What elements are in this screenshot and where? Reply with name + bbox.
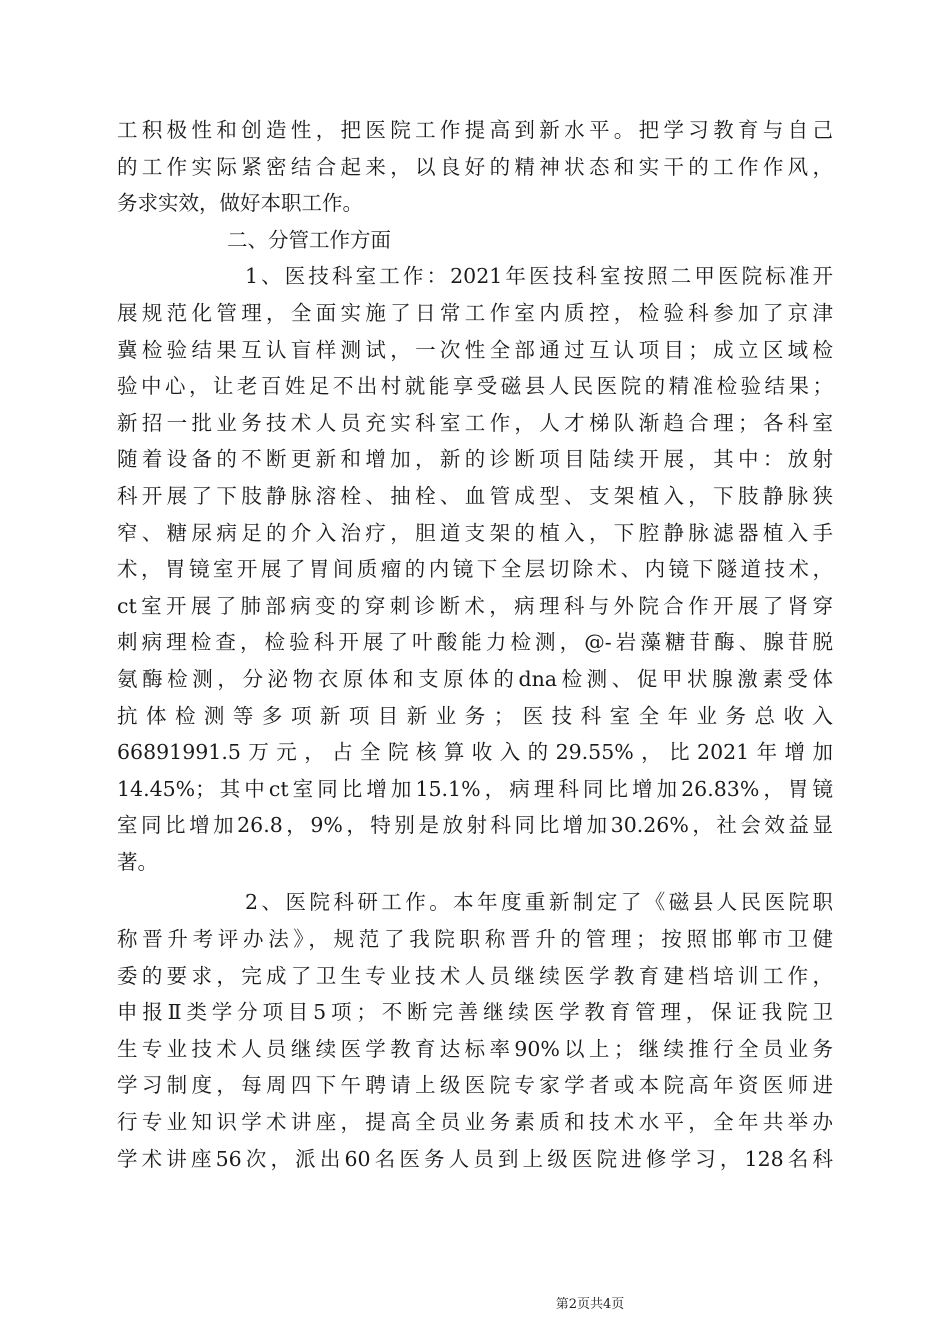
text-line: 展规范化管理，全面实施了日常工作室内质控，检验科参加了京津 <box>117 300 833 325</box>
document-body <box>117 112 833 1177</box>
text-line: 著。 <box>117 849 158 874</box>
text-line: 室同比增加26.8，9%，特别是放射科同比增加30.26%，社会效益显 <box>117 813 833 838</box>
text-line: 氨酶检测，分泌物衣原体和支原体的dna检测、促甲状腺激素受体 <box>117 666 833 691</box>
text-line: 称晋升考评办法》，规范了我院职称晋升的管理；按照邯郸市卫健 <box>117 927 833 952</box>
text-line: 2、医院科研工作。本年度重新制定了《磁县人民医院职 <box>245 890 833 915</box>
text-line: 窄、糖尿病足的介入治疗，胆道支架的植入，下腔静脉滤器植入手 <box>117 520 833 545</box>
text-line: 术，胃镜室开展了胃间质瘤的内镜下全层切除术、内镜下隧道技术， <box>117 557 833 582</box>
text-line: 冀检验结果互认盲样测试，一次性全部通过互认项目；成立区域检 <box>117 337 833 362</box>
text-line: 随着设备的不断更新和增加，新的诊断项目陆续开展，其中：放射 <box>117 447 833 472</box>
text-line: 验中心，让老百姓足不出村就能享受磁县人民医院的精准检验结果； <box>117 374 833 399</box>
text-line: 的工作实际紧密结合起来，以良好的精神状态和实干的工作作风， <box>117 154 833 179</box>
text-line: 务求实效，做好本职工作。 <box>117 191 363 216</box>
paragraph-2 <box>117 258 833 880</box>
text-line: 科开展了下肢静脉溶栓、抽栓、血管成型、支架植入，下肢静脉狭 <box>117 483 833 508</box>
text-line: 学习制度，每周四下午聘请上级医院专家学者或本院高年资医师进 <box>117 1073 833 1098</box>
text-line: 66891991.5万元，占全院核算收入的29.55%，比2021年增加 <box>117 740 833 765</box>
text-line: 工积极性和创造性，把医院工作提高到新水平。把学习教育与自己 <box>117 118 833 142</box>
text-line: 1、医技科室工作：2021年医技科室按照二甲医院标准开 <box>245 264 833 289</box>
section-heading: 二、分管工作方面 <box>227 227 391 252</box>
text-line: 申报Ⅱ类学分项目5项；不断完善继续医学教育管理，保证我院卫 <box>117 1000 833 1025</box>
text-line: 生专业技术人员继续医学教育达标率90%以上；继续推行全员业务 <box>117 1036 833 1061</box>
text-line: 刺病理检查，检验科开展了叶酸能力检测，@-岩藻糖苷酶、腺苷脱 <box>117 630 833 655</box>
paragraph-1 <box>117 112 833 222</box>
text-line: 行专业知识学术讲座，提高全员业务素质和技术水平，全年共举办 <box>117 1110 833 1135</box>
text-line: 抗体检测等多项新项目新业务；医技科室全年业务总收入 <box>117 703 833 728</box>
paragraph-3 <box>117 884 833 1177</box>
text-line: 委的要求，完成了卫生专业技术人员继续医学教育建档培训工作， <box>117 963 833 988</box>
page-number-footer: 第2页共4页 <box>555 1297 625 1312</box>
text-line: 14.45%；其中ct室同比增加15.1%，病理科同比增加26.83%，胃镜 <box>117 776 833 801</box>
text-line: 学术讲座56次，派出60名医务人员到上级医院进修学习，128名科 <box>117 1146 833 1171</box>
text-line: ct室开展了肺部病变的穿刺诊断术，病理科与外院合作开展了肾穿 <box>117 593 833 618</box>
text-line: 新招一批业务技术人员充实科室工作，人才梯队渐趋合理；各科室 <box>117 410 833 435</box>
